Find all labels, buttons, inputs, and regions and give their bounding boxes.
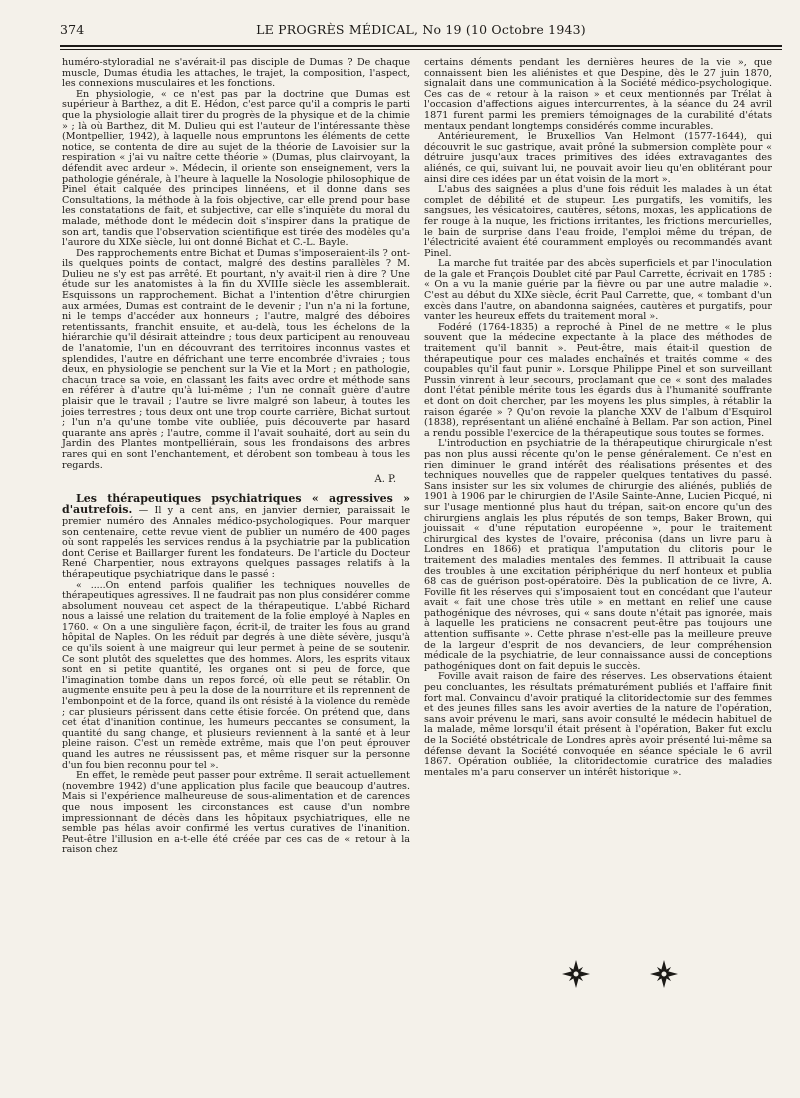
paragraph: huméro-styloradial ne s'avérait-il pas disciple de Dumas ? De chaque muscle, Dumas étudia les attaches, le trajet, la composition, l'aspect, les connexions musculaires et les fonctions. [62,57,410,90]
paragraph: En effet, le remède peut passer pour extrême. Il serait actuellement (novembre 1942) d'une application plus facile que beaucoup d'autres. Mais si l'expérience malheureuse de sous-alimentation et de carences que nous imposent les circonstances est cause d'un nombre impressionnant de décès dans les hôpitaux psychiatriques, elle ne semble pas hélas avoir confirmé les vertus curatives de l'inanition. Peut-être l'illusion en a-t-elle été créée par ces cas de « retour à la raison chez [62,770,410,856]
article-heading: Les thérapeutiques psychiatriques « agressives » d'autrefois. [62,491,410,517]
article-paragraph [62,491,410,581]
paragraph: Des rapprochements entre Bichat et Dumas s'imposeraient-ils ? ont-ils quelques points de contact, malgré des destins parallèles ? M. Dulieu ne s'y est pas arrêté. Et pourtant, n'y avait-il rien à dire ? Une étude sur les anatomistes à la fin du XVIIIe siècle les assemblerait. Esquissons un rapprochement. Bichat a l'intention d'être chirurgien aux armées, Dumas est contraint de le devenir ; l'un n'a ni la fortune, ni le temps d'accéder aux honneurs ; l'autre, malgré des déboires retentissants, franchit ensuite, et au-delà, tous les échelons de la hiérarchie qu'il désirait atteindre ; tous deux participent au renouveau de l'anatomie, l'un en découvrant des territoires inconnus vastes et splendides, l'autre en défrichant une terre encombrée d'ivraies ; tous deux, en physiologie se penchent sur la Vie et la Mort ; en pathologie, chacun trace sa voie, en classant les faits avec ordre et méthode sans en référer à d'autre qu'à lui-même ; l'un ne connaît guère d'autre plaisir que le travail ; l'autre se livre malgré son labeur, à toutes les joies terrestres ; tous deux ont une trop courte carrière, Bichat surtout ; l'un n'a qu'une tombe vite oubliée, puis découverte par hasard quarante ans après ; l'autre, comme il l'avait souhaité, dort au sein du Jardin des Plantes montpelliérain, sous les frondaisons des arbres rares qui en sont l'enchantement, et dérobent son tombeau à tous les regards. [62,247,410,471]
header-rule [60,45,782,47]
star-ornament-icon [648,958,680,990]
paragraph: L'introduction en psychiatrie de la thérapeutique chirurgicale n'est pas non plus aussi récente qu'on le pense généralement. Ce n'est en rien diminuer le grand intérêt des réalisations présentes et des techniques nouvelles que de rappeler quelques tentatives du passé. Sans insister sur les six volumes de chirurgie des aliénés, publiés de 1901 à 1906 par le chirurgien de l'Asile Sainte-Anne, Lucien Picqué, ni sur l'usage mentionné plus haut du trépan, sait-on encore qu'un des chirurgiens anglais les plus réputés de son temps, Baker Brown, qui jouissait « d'une réputation européenne », pour le traitement chirurgical des kystes de l'ovaire, préconisa (dans un livre paru à Londres en 1866) et pratiqua l'amputation du clitoris pour le traitement des maladies mentales des femmes. Il attribuait la cause des troubles à une excitation périphérique du nerf honteux et publia 68 cas de guérison post-opératoire. Dès la publication de ce livre, A. Foville fit les réserves qui s'imposaient tout en concédant que l'auteur avait « fait une chose très utile » en mettant en relief une cause pathogénique des névroses, qui « sans doute n'était pas ignorée, mais à laquelle les praticiens ne consacrent peut-être pas toujours une attention suffisante ». Cette phrase n'est-elle pas la meilleure preuve de la largeur d'esprit de nos devanciers, de leur compréhension médicale de la psychiatrie, de leur connaissance aussi de conceptions pathogéniques dont on fait depuis le succès. [424,438,772,672]
quotation: « .....On entend parfois qualifier les techniques nouvelles de thérapeutiques agressives. Il ne faudrait pas non plus considérer comme absolument nouveau cet aspect de la thérapeutique. L'abbé Richard nous a laissé une relation du traitement de la folie employé à Naples en 1760. « On a une singulière façon, écrit-il, de traiter les fous au grand hôpital de Naples. On les réduit par degrés à une diète sévère, jusqu'à ce qu'ils soient à une maigreur qui leur permet à peine de se soutenir. Ce sont plutôt des squelettes que des hommes. Alors, les esprits vitaux sont en si petite quantité, les organes ont si peu de force, que l'imagination tombe dans un repos forcé, où elle peut se rétablir. On augmente ensuite peu à peu la dose de la nourriture et ils reprennent de l'embonpoint et de la force, quand ils ont résisté à la violence du remède ; car plusieurs périssent dans cette étisie forcée. On prétend que, dans cet état d'inanition continue, les humeurs peccantes se consument, la quantité du sang change, et plusieurs reviennent à la santé et à leur pleine raison. C'est un remède extrême, mais que l'on peut éprouver quand les autres ne réussissent pas, et même risquer sur la personne d'un fou bien reconnu pour tel ». [62,579,410,771]
paragraph: certains déments pendant les dernières heures de la vie », que connaissent bien les aliénistes et que Despine, dès le 27 juin 1870, signalait dans une communication à la Société médico-psychologique. Ces cas de « retour à la raison » et ceux mentionnés par Trélat à l'occasion d'affections aigues intercurrentes, à la séance du 24 avril 1871 furent parmi les premiers témoignages de la curabilité d'états mentaux pendant longtemps considérés comme incurables. [424,57,772,132]
paragraph: Foville avait raison de faire des réserves. Les observations étaient peu concluantes, les résultats prématurément publiés et l'affaire finit fort mal. Convaincu d'avoir pratiqué la clitoridectomie sur des femmes et des jeunes filles sans les avoir averties de la nature de l'opération, sans avoir prévenu le mari, sans avoir consulté le médecin habituel de la malade, même lorsqu'il était présent à l'opération, Baker fut exclu de la Société obstétricale de Londres après avoir présenté lui-même sa défense devant la Société convoquée en séance spéciale le 6 avril 1867. Opération oubliée, la clitoridectomie curatrice des maladies mentales m'a paru conserver un intérêt historique ». [424,671,772,778]
journal-title: LE PROGRÈS MÉDICAL, No 19 (10 Octobre 1943) [256,22,586,37]
author-signature: A. P. [374,474,396,486]
left-column [62,58,410,856]
running-header [60,22,782,42]
paragraph: En physiologie, « ce n'est pas par la doctrine que Dumas est supérieur à Barthez, a dit E. Hédon, c'est parce qu'il a compris le parti que la physiologie allait tirer du progrès de la physique et de la chimie » ; là où Barthez, dit M. Dulieu qui est l'auteur de l'intéressante thèse (Montpellier, 1942), à laquelle nous empruntons les éléments de cette notice, se contenta de dire au sujet de la théorie de Lavoisier sur la respiration « j'ai vu naître cette théorie » (Dumas, plus clairvoyant, la défendit avec ardeur ». Médecin, il oriente son enseignement, vers la pathologie générale, à l'heure à laquelle la Nosologie philosophique de Pinel était calquée des principes linnéens, et il donne dans ses Consultations, la méthode à la fois objective, car elle prend pour base les constatations de fait, et subjective, car elle s'inquiète du moral du malade, méthode dont le médecin doit s'inspirer dans la pratique de son art, tandis que l'observation scientifique est tirée des modèles qu'a l'aurore du XIXe siècle, lui ont donné Bichat et C.-L. Bayle. [62,88,410,249]
page-number: 374 [60,22,85,37]
article-intro: — Il y a cent ans, en janvier dernier, paraissait le premier numéro des Annales médico-psychologiques. Pour marquer son centenaire, cette revue vient de publier un numéro de 400 pages où sont rappelés les services rendus à la psychiatrie par la publication dont Cerise et Baillarger furent les fondateurs. De l'article du Docteur René Charpentier, nous extrayons quelques passages relatifs à la thérapeutique psychiatrique dans le passé : [62,505,410,580]
paragraph: Fodéré (1764-1835) a reproché à Pinel de ne mettre « le plus souvent que la médecine expectante à la place des méthodes de traitement qu'il bannit ». Peut-être, mais était-il question de thérapeutique pour ces malades enchaînés et traités comme « des coupables qu'il faut punir ». Lorsque Philippe Pinel et son surveillant Pussin vinrent à leur secours, proclamant que ce « sont des malades dont l'état pénible mérite tous les égards dus à l'humanité souffrante et dont on doit chercher, par les moyens les plus simples, à rétablir la raison égarée » ? Qu'on revoie la planche XXV de l'album d'Esquirol (1838), représentant un aliéné enchaîné à Bellam. Par son action, Pinel a rendu possible l'exercice de la thérapeutique sous toutes se formes. [424,321,772,439]
header-rule-thin [60,49,782,50]
right-column [424,58,772,778]
paragraph: La marche fut traitée par des abcès superficiels et par l'inoculation de la gale et François Doublet cité par Paul Carrette, écrivait en 1785 : « On a vu la manie guérie par la fièvre ou par une autre maladie ». C'est au début du XIXe siècle, écrit Paul Carrette, que, « tombant d'un excès dans l'autre, on abandonna saignées, cautères et purgatifs, pour vanter les heureux effets du traitement moral ». [424,258,772,323]
star-ornament-icon [560,958,592,990]
end-ornaments [560,958,680,990]
paragraph: L'abus des saignées a plus d'une fois réduit les malades à un état complet de débilité et de stupeur. Les purgatifs, les vomitifs, les sangsues, les vésicatoires, cautères, sétons, moxas, les applications de fer rouge à la nuque, les frictions irritantes, les frictions mercurielles, le bain de surprise dans l'eau froide, l'emploi même du trépan, de l'électricité avaient été couramment employés ou recommandés avant Pinel. [424,184,772,259]
paragraph: Antérieurement, le Bruxellios Van Helmont (1577-1644), qui découvrit le suc gastrique, avait prôné la submersion complète pour « détruire jusqu'aux traces primitives des idées extravagantes des aliénés, ce qui, suivant lui, ne pouvait avoir lieu qu'en oblitérant pour ainsi dire ces idées par un état voisin de la mort ». [424,131,772,185]
